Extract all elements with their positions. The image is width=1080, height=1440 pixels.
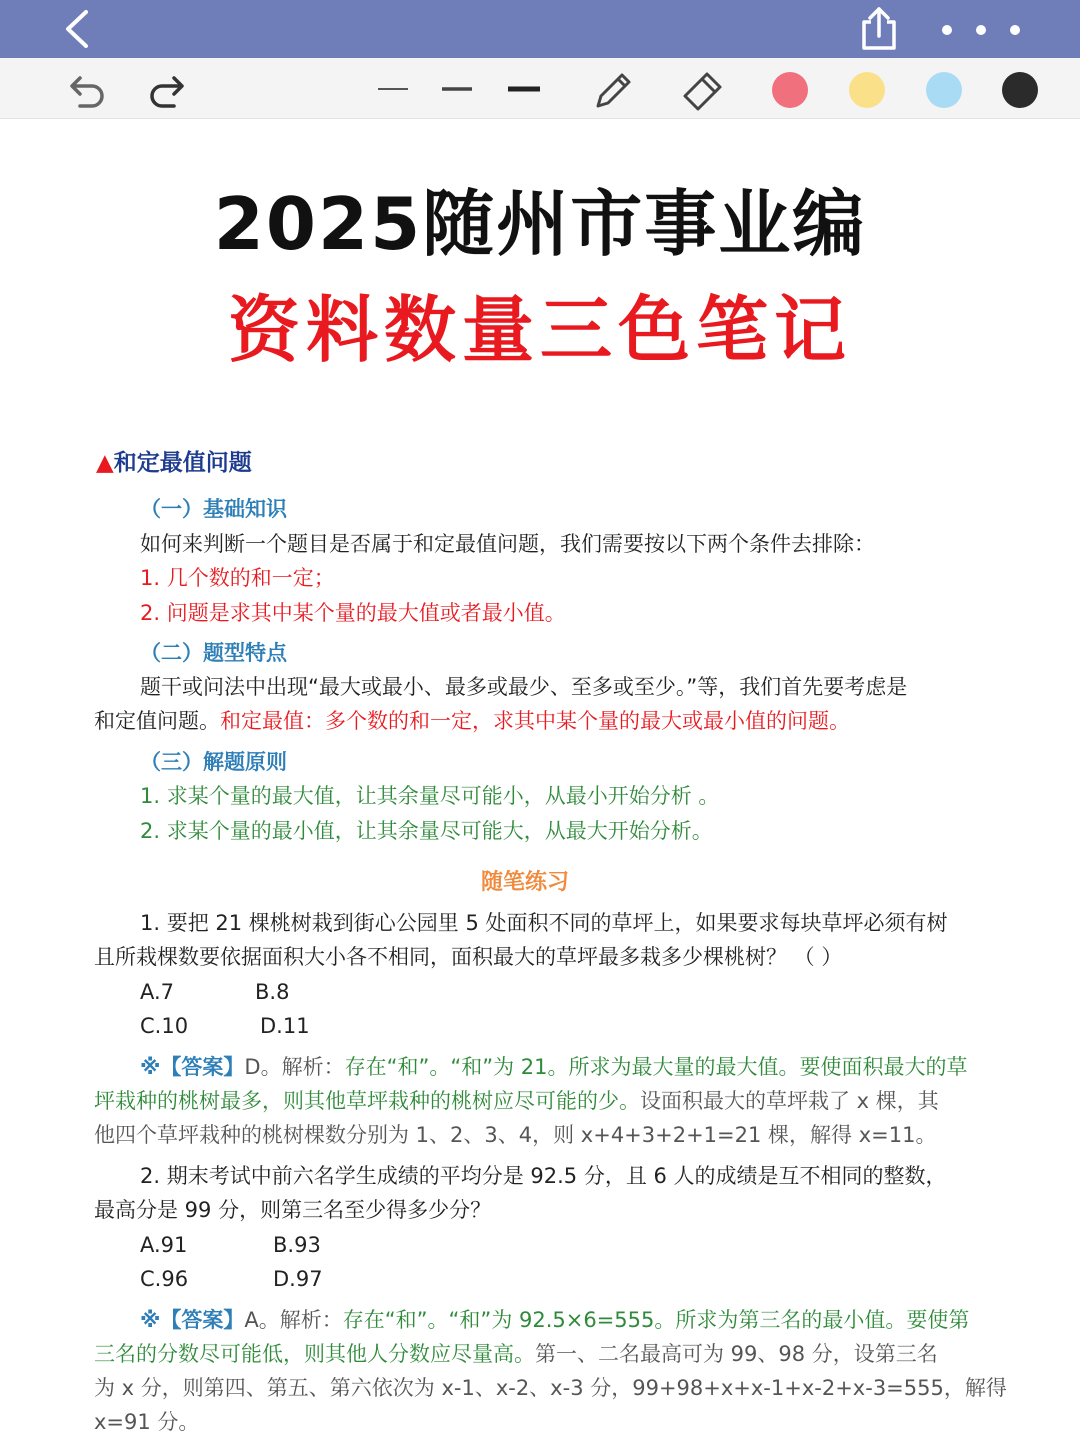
answer-text: 存在“和”。“和”为 92.5×6=555。所求为第三名的最小值。要使第 (342, 1308, 970, 1332)
question-1-line-1: 1. 要把 21 棵桃树栽到街心公园里 5 处面积不同的草坪上，如果要求每块草坪必须有树 (140, 911, 948, 935)
color-swatch-pink[interactable] (772, 72, 808, 108)
q2-option-c: C.96 (140, 1267, 189, 1291)
top-bar (0, 0, 1080, 58)
question-2-line-1: 2. 期末考试中前六名学生成绩的平均分是 92.5 分，且 6 人的成绩是互不相同的整数， (140, 1164, 947, 1188)
condition-2: 2. 问题是求其中某个量的最大值或者最小值。 (140, 601, 566, 625)
subheading-2: （二）题型特点 (140, 641, 287, 665)
principle-2: 2. 求某个量的最小值，让其余量尽可能大，从最大开始分析。 (140, 819, 713, 843)
condition-1: 1. 几个数的和一定； (140, 566, 335, 590)
answer-choice: D。解析： (244, 1055, 345, 1079)
paragraph-2-text: 和定值问题。 (94, 709, 220, 733)
paragraph-2-line-2 (94, 704, 850, 738)
paragraph-2-line-1: 题干或问法中出现“最大或最小、最多或最少、至多或至少。”等，我们首先要考虑是 (140, 675, 908, 699)
q2-option-a: A.91 (140, 1233, 188, 1257)
color-swatch-black[interactable] (1002, 72, 1038, 108)
share-icon[interactable] (856, 4, 902, 52)
title-line-1: 2025随州市事业编 (213, 182, 867, 266)
undo-icon[interactable] (68, 68, 108, 110)
paragraph-1: 如何来判断一个题目是否属于和定最值问题，我们需要按以下两个条件去排除： (140, 532, 875, 556)
answer-text: 第一、二名最高可为 99、98 分，设第三名 (535, 1342, 938, 1366)
answer-choice: A。解析： (244, 1308, 343, 1332)
answer-2-line-2 (94, 1337, 938, 1371)
section-heading (96, 446, 252, 480)
q1-option-b: B.8 (255, 980, 290, 1004)
answer-text: 存在“和”。“和”为 21。所求为最大量的最大值。要使面积最大的草 (344, 1055, 968, 1079)
answer-1-line-1 (140, 1050, 968, 1084)
medium-line-icon[interactable] (440, 68, 474, 110)
title-line-2: 资料数量三色笔记 (227, 288, 852, 372)
triangle-icon: ▲ (96, 450, 114, 476)
answer-2-line-4: x=91 分。 (94, 1410, 200, 1434)
answer-text: 设面积最大的草坪栽了 x 棵，其 (640, 1089, 939, 1113)
thin-line-icon[interactable] (376, 68, 410, 110)
answer-text: 三名的分数尽可能低，则其他人分数应尽量高。 (94, 1342, 535, 1366)
thick-line-icon[interactable] (506, 68, 542, 110)
answer-label: ※【答案】 (140, 1055, 245, 1079)
section-heading-text: 和定最值问题 (113, 450, 252, 476)
back-arrow-icon[interactable] (58, 8, 98, 50)
answer-1-line-2 (94, 1084, 939, 1118)
answer-label: ※【答案】 (140, 1308, 245, 1332)
practice-heading: 随笔练习 (480, 870, 569, 895)
q1-option-c: C.10 (140, 1014, 189, 1038)
answer-1-line-3: 他四个草坪栽种的桃树棵数分别为 1、2、3、4，则 x+4+3+2+1=21 棵，解得 x=11。 (94, 1123, 937, 1147)
answer-2-line-1 (140, 1303, 969, 1337)
q1-option-d: D.11 (260, 1014, 310, 1038)
q2-option-b: B.93 (273, 1233, 321, 1257)
q2-option-d: D.97 (273, 1267, 323, 1291)
definition-text: 和定最值：多个数的和一定，求其中某个量的最大或最小值的问题。 (220, 709, 850, 733)
question-1-line-2: 且所栽棵数要依据面积大小各不相同，面积最大的草坪最多栽多少棵桃树？ （ ） (94, 945, 843, 969)
color-swatch-blue[interactable] (926, 72, 962, 108)
subheading-1: （一）基础知识 (140, 497, 287, 521)
more-options-icon[interactable] (935, 18, 1027, 42)
pen-icon[interactable] (592, 68, 636, 112)
eraser-icon[interactable] (680, 68, 724, 112)
principle-1: 1. 求某个量的最大值，让其余量尽可能小，从最小开始分析 。 (140, 784, 720, 808)
color-swatch-yellow[interactable] (849, 72, 885, 108)
subheading-3: （三）解题原则 (140, 750, 287, 774)
q1-option-a: A.7 (140, 980, 175, 1004)
answer-2-line-3: 为 x 分，则第四、第五、第六依次为 x-1、x-2、x-3 分，99+98+x+x-1+x-2+x-3=555，解得 (94, 1376, 1007, 1400)
redo-icon[interactable] (146, 68, 186, 110)
answer-text: 坪栽种的桃树最多，则其他草坪栽种的桃树应尽可能的少。 (94, 1089, 640, 1113)
question-2-line-2: 最高分是 99 分，则第三名至少得多少分？ (94, 1198, 492, 1222)
